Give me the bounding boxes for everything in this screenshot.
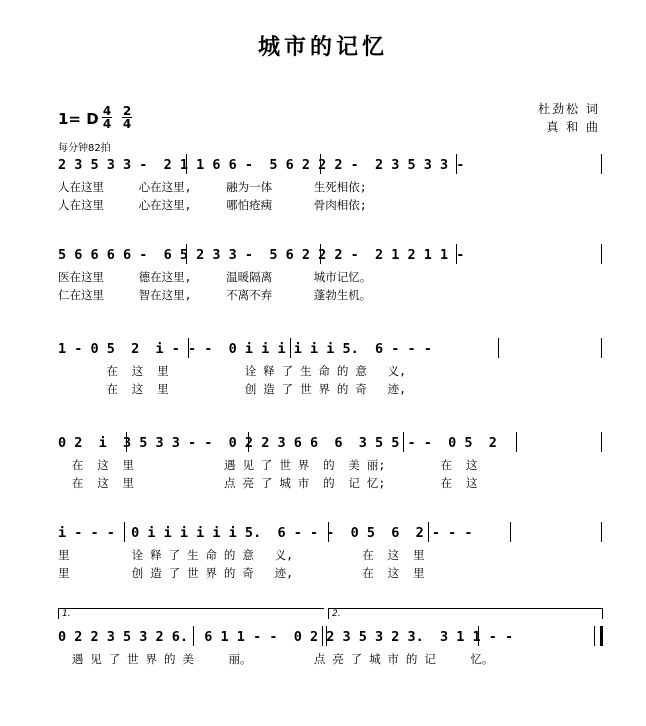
time-signature-denominator: 4: [102, 117, 112, 131]
lyric-verse-1: 在 这 里 遇 见 了 世 界 的 美 丽; 在 这: [58, 458, 478, 472]
time-signature-denominator: 4: [122, 117, 132, 131]
lyric-verse-2: 人在这里 心在这里, 哪怕疮痍 骨肉相依;: [58, 198, 367, 212]
repeat-barline: [326, 626, 327, 646]
barline: [126, 432, 127, 452]
barline: [186, 244, 187, 264]
notation-line: 0 2 2 3 5 3 2 6. 6 1 1 - - 0 2 2 3 5 3 2 3. 3 1 1 - -: [58, 629, 514, 645]
lyric-verse-2: 里 创 造 了 世 界 的 奇 迹, 在 这 里: [58, 566, 425, 580]
barline: [320, 154, 321, 174]
barline: [601, 338, 602, 358]
barline: [428, 522, 429, 542]
lyric-verse-2: 在 这 里 创 造 了 世 界 的 奇 迹,: [58, 382, 407, 396]
barline: [248, 432, 249, 452]
barline: [320, 244, 321, 264]
lyric-verse-1: 医在这里 德在这里, 温暖隔离 城市记忆。: [58, 270, 372, 284]
barline: [328, 522, 329, 542]
barline: [186, 154, 187, 174]
barline: [290, 338, 291, 358]
final-barline: [594, 626, 603, 646]
barline: [601, 522, 602, 542]
time-signature-numerator: 4: [102, 104, 112, 118]
first-ending-bracket: 1.: [58, 608, 324, 619]
lyric-verse-2: 仁在这里 智在这里, 不离不弃 蓬勃生机。: [58, 288, 372, 302]
lyric-verse-1: 人在这里 心在这里, 融为一体 生死相依;: [58, 180, 367, 194]
barline: [601, 154, 602, 174]
barline: [188, 338, 189, 358]
barline: [403, 432, 404, 452]
lyric-verse-1: 里 诠 释 了 生 命 的 意 义, 在 这 里: [58, 548, 425, 562]
notation-line: 0 2 i 3 5 3 3 - - 0 2 2 3 6 6 6 3 5 5 - - 0 5 2: [58, 435, 497, 451]
barline: [124, 522, 125, 542]
notation-line: 2 3 5 3 3 - 2 1 1 6 6 - 5 6 2 2 2 - 2 3 5 3 3 -: [58, 157, 465, 173]
composer-credit: 真 和 曲: [546, 120, 600, 134]
key-signature: 1= D: [58, 110, 99, 128]
second-ending-bracket: 2.: [328, 608, 603, 619]
barline: [498, 338, 499, 358]
lyric-verse-1: 在 这 里 诠 释 了 生 命 的 意 义,: [58, 364, 407, 378]
repeat-barline: [322, 626, 323, 646]
barline: [510, 522, 511, 542]
barline: [193, 626, 194, 646]
time-signature-2-4: [122, 105, 132, 130]
tempo-marking: 每分钟82拍: [58, 143, 111, 154]
notation-line: i - - - 0 i i i i i i 5. 6 - - - 0 5 6 2 - - -: [58, 525, 473, 541]
barline: [516, 432, 517, 452]
barline: [456, 244, 457, 264]
lyric-verse-2: 在 这 里 点 亮 了 城 市 的 记 忆; 在 这: [58, 476, 478, 490]
barline: [478, 626, 479, 646]
notation-line: 5 6 6 6 6 - 6 5 2 3 3 - 5 6 2 2 2 - 2 1 2 1 1 -: [58, 247, 465, 263]
lyricist-credit: 杜劲松 词: [538, 102, 600, 116]
barline: [456, 154, 457, 174]
time-signature-4-4: [102, 105, 112, 130]
barline: [601, 432, 602, 452]
lyric-verse-1: 遇 见 了 世 界 的 美 丽。 点 亮 了 城 市 的 记 忆。: [58, 652, 494, 666]
notation-line: 1 - 0 5 2 i - - - 0 i i i i i i 5. 6 - - -: [58, 341, 432, 357]
song-title: 城市的记忆: [257, 34, 388, 60]
barline: [601, 244, 602, 264]
time-signature-numerator: 2: [122, 104, 132, 118]
